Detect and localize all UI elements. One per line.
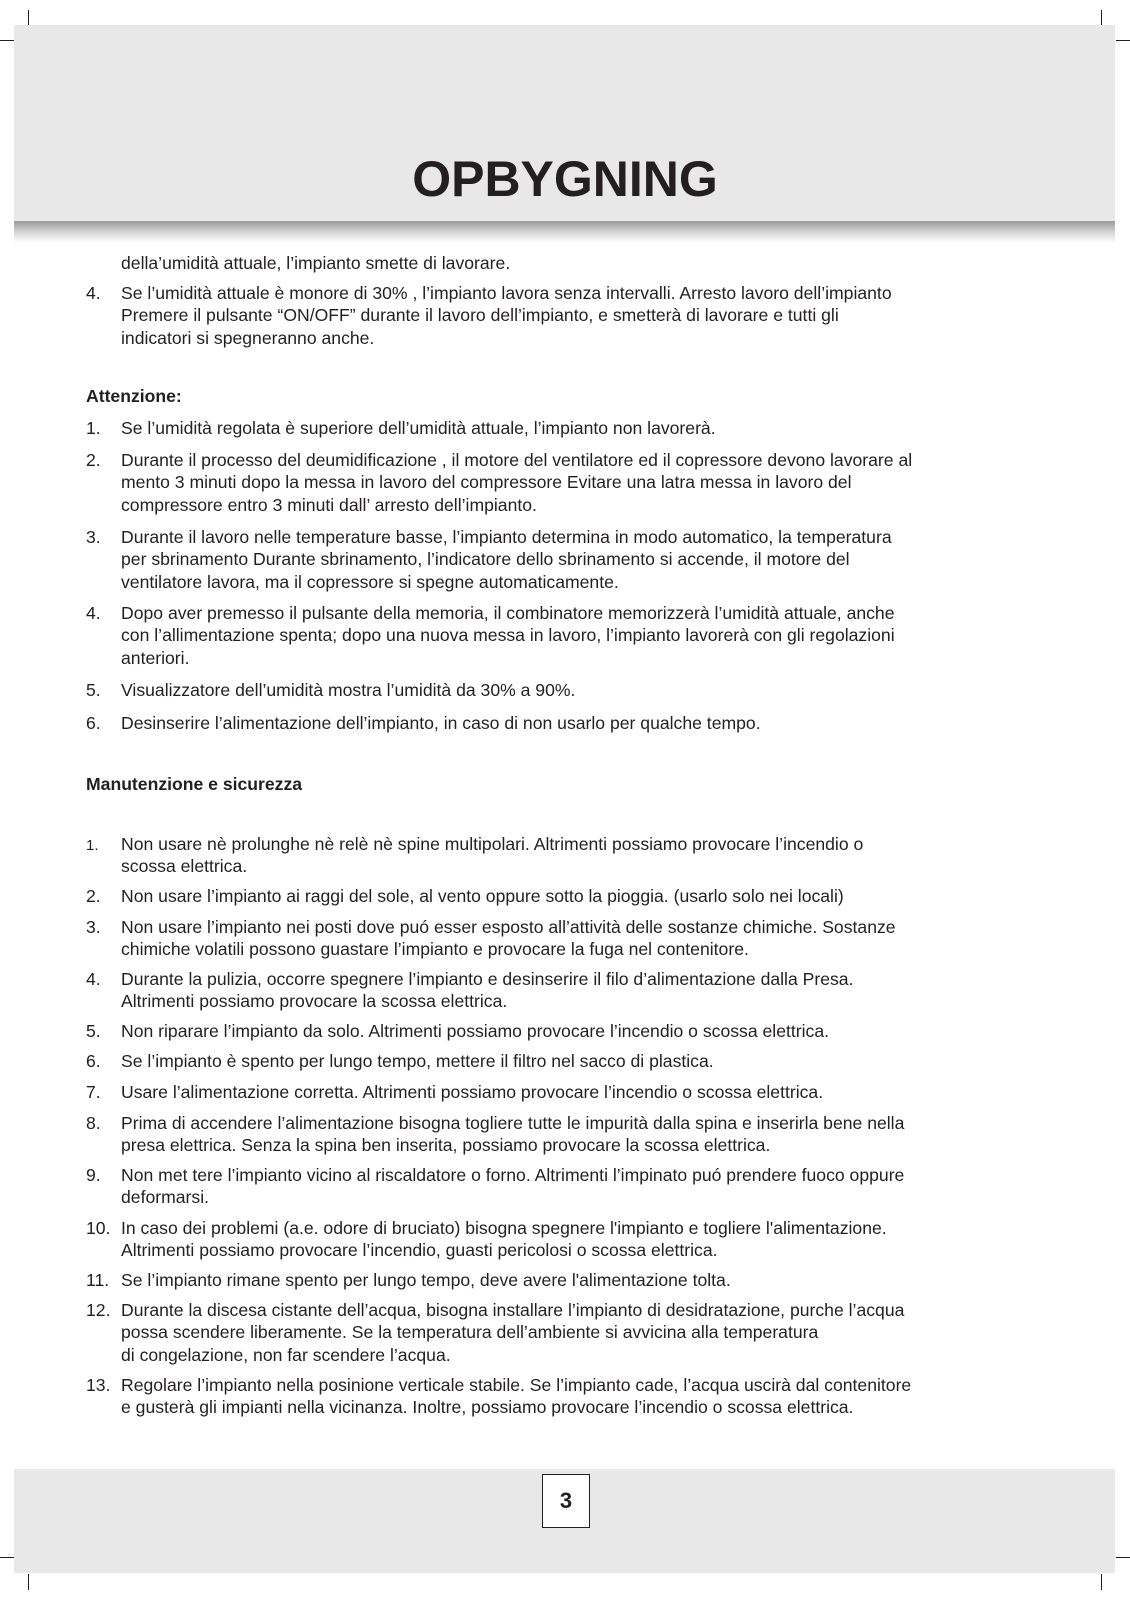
list-item: [86, 885, 1046, 907]
crop-mark: [1101, 1574, 1102, 1590]
list-item-number: 3.: [86, 917, 101, 937]
crop-mark: [1116, 40, 1130, 41]
list-item: [86, 1020, 1046, 1042]
crop-mark: [1101, 10, 1102, 26]
text-line: ventilatore lavora, ma il copressore si spegne automaticamente.: [121, 571, 619, 592]
text-line: Altrimenti possiamo provocare l’incendio, guasti pericolosi o scossa elettrica.: [121, 1240, 718, 1261]
text-line: Regolare l’impianto nella posinione verticale stabile. Se l’impianto cade, l’acqua uscirà dal contenitore: [121, 1375, 912, 1395]
list-item-number: 10.: [86, 1218, 111, 1238]
list-item-number: 1.: [86, 418, 101, 438]
text-line: possa scendere liberamente. Se la temperatura dell’ambiente si avvicina alla temperatura: [121, 1322, 819, 1343]
text-line: Non usare l’impianto nei posti dove puó esser esposto all’attività delle sostanze chimiche. Sostanze: [121, 917, 896, 937]
list-item-number: 4.: [86, 603, 101, 623]
text-line: Dopo aver premesso il pulsante della memoria, il combinatore memorizzerà l’umidità attuale, anche: [121, 603, 895, 623]
list-item-number: 9.: [86, 1165, 101, 1185]
list-item-number: 4.: [86, 283, 101, 303]
text-line: Desinserire l’alimentazione dell’impianto, in caso di non usarlo per qualche tempo.: [121, 713, 761, 733]
list-item: [86, 602, 1046, 669]
list-item-number: 5.: [86, 1021, 101, 1041]
list-item: [86, 1112, 1046, 1157]
text-line: Se l’umidità regolata è superiore dell’umidità attuale, l’impianto non lavorerà.: [121, 418, 716, 438]
list-item: [86, 282, 1046, 349]
text-line: Durante la pulizia, occorre spegnere l’impianto e desinserire il filo d’alimentazione dalla Presa.: [121, 969, 854, 989]
list-item-number: 6.: [86, 1051, 101, 1071]
list-item: [86, 1050, 1046, 1072]
list-item: [86, 1164, 1046, 1209]
list-item: [86, 712, 1046, 734]
list-item-number: 8.: [86, 1113, 101, 1133]
text-line: chimiche volatili possono guastare l’impianto e provocare la fuga nel contenitore.: [121, 939, 749, 960]
text-line: Visualizzatore dell’umidità mostra l’umidità da 30% a 90%.: [121, 680, 576, 700]
text-line: anteriori.: [121, 647, 190, 668]
attenzione-heading: Attenzione:: [86, 386, 182, 406]
list-item-number: 11.: [86, 1270, 110, 1290]
text-line: per sbrinamento Durante sbrinamento, l’indicatore dello sbrinamento si accende, il motore del: [121, 549, 850, 570]
list-item-number: 1.: [86, 837, 99, 854]
list-item: [86, 1299, 1046, 1366]
text-line: Durante la discesa cistante dell’acqua, bisogna installare l’impianto di desidratazione, purche l’acqua: [121, 1300, 905, 1320]
list-item: [86, 1269, 1046, 1291]
text-line: Se l’impianto è spento per lungo tempo, mettere il filtro nel sacco di plastica.: [121, 1051, 714, 1071]
text-line: Non usare l’impianto ai raggi del sole, al vento oppure sotto la pioggia. (usarlo solo nei locali): [121, 886, 844, 906]
text-line: mento 3 minuti dopo la messa in lavoro del compressore Evitare una latra messa in lavoro del: [121, 472, 852, 493]
list-item: [86, 449, 1046, 516]
crop-mark: [1116, 1557, 1130, 1558]
list-item: [86, 252, 1046, 274]
list-item-number: 6.: [86, 713, 101, 733]
list-item: [86, 526, 1046, 593]
crop-mark: [0, 40, 14, 41]
text-line: e gusterà gli impianti nella vicinanza. Inoltre, possiamo provocare l’incendio o scossa elettrica.: [121, 1397, 854, 1418]
text-line: Altrimenti possiamo provocare la scossa elettrica.: [121, 991, 508, 1012]
list-item-number: 12.: [86, 1300, 111, 1320]
text-line: Non met tere l’impianto vicino al riscaldatore o forno. Altrimenti l’impinato puó prendere fuoco oppure: [121, 1165, 905, 1185]
list-item-number: 3.: [86, 527, 101, 547]
list-item-number: 2.: [86, 450, 101, 470]
list-item: [86, 1081, 1046, 1103]
text-line: Se l’impianto rimane spento per lungo tempo, deve avere l'alimentazione tolta.: [121, 1270, 731, 1290]
text-line: Se l’umidità attuale è monore di 30% , l’impianto lavora senza intervalli. Arresto lavoro dell’impianto: [121, 283, 892, 303]
list-item-number: 13.: [86, 1375, 111, 1395]
text-line: deformarsi.: [121, 1187, 209, 1208]
text-line: indicatori si spegneranno anche.: [121, 327, 375, 348]
page-title: OPBYGNING: [412, 151, 718, 207]
text-line: compressore entro 3 minuti dall’ arresto dell’impianto.: [121, 494, 537, 515]
text-line: In caso dei problemi (a.e. odore di bruciato) bisogna spegnere l'impianto e togliere l'alimentazione.: [121, 1218, 887, 1238]
list-item: [86, 916, 1046, 961]
header-shadow: [14, 221, 1115, 243]
list-item-number: 7.: [86, 1082, 101, 1102]
list-item: [86, 1217, 1046, 1262]
text-line: scossa elettrica.: [121, 856, 248, 877]
text-line: della’umidità attuale, l’impianto smette di lavorare.: [121, 253, 511, 273]
text-line: con l’allimentazione spenta; dopo una nuova messa in lavoro, l’impianto lavorerà con gli regolazioni: [121, 625, 895, 646]
text-line: Non riparare l’impianto da solo. Altrimenti possiamo provocare l’incendio o scossa elettrica.: [121, 1021, 829, 1041]
page-number: 3: [542, 1474, 590, 1528]
text-line: Durante il lavoro nelle temperature basse, l’impianto determina in modo automatico, la temperatura: [121, 527, 892, 547]
list-item: [86, 968, 1046, 1013]
text-line: Non usare nè prolunghe nè relè nè spine multipolari. Altrimenti possiamo provocare l’incendio o: [121, 834, 864, 854]
list-item: [86, 679, 1046, 701]
crop-mark: [28, 10, 29, 26]
list-item-number: 2.: [86, 886, 101, 906]
list-item: [86, 833, 1046, 878]
text-line: Premere il pulsante “ON/OFF” durante il lavoro dell’impianto, e smetterà di lavorare e tutti gli: [121, 305, 839, 326]
text-line: Durante il processo del deumidificazione , il motore del ventilatore ed il copressore devono lavorare al: [121, 450, 913, 470]
list-item: [86, 1374, 1046, 1419]
crop-mark: [0, 1557, 14, 1558]
text-line: presa elettrica. Senza la spina ben inserita, possiamo provocare la scossa elettrica.: [121, 1135, 771, 1156]
crop-mark: [28, 1574, 29, 1590]
list-item-number: 4.: [86, 969, 101, 989]
list-item-number: 5.: [86, 680, 101, 700]
text-line: di congelazione, non far scendere l’acqua.: [121, 1344, 451, 1365]
text-line: Usare l’alimentazione corretta. Altrimenti possiamo provocare l’incendio o scossa elettrica.: [121, 1082, 824, 1102]
manutenzione-heading: Manutenzione e sicurezza: [86, 774, 303, 794]
list-item: [86, 417, 1046, 439]
text-line: Prima di accendere l’alimentazione bisogna togliere tutte le impurità dalla spina e inserirla bene nella: [121, 1113, 905, 1133]
